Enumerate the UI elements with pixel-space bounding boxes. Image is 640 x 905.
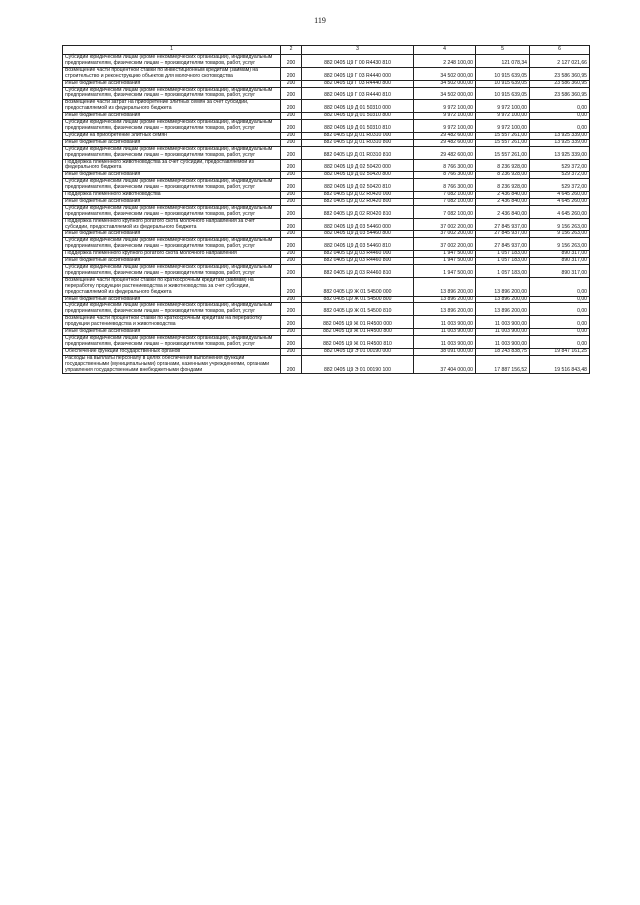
classification-code-cell: 882 0405 Ц9 Д 01 50310 810	[302, 120, 414, 133]
approved-amount-cell: 37 002 200,00	[414, 238, 476, 251]
remaining-amount-cell: 890 317,00	[530, 251, 590, 258]
executed-amount-cell: 17 887 156,52	[476, 355, 530, 374]
classification-code-cell: 882 0405 Ц9 Д 03 54460 800	[302, 231, 414, 238]
classification-code-cell: 882 0405 Ц9 Д 01 50310 000	[302, 100, 414, 113]
executed-amount-cell: 1 057 183,00	[476, 258, 530, 265]
description-cell: Поддержка племенного животноводства	[63, 192, 281, 199]
table-row	[63, 67, 590, 80]
classification-code-cell: 882 0405 Ц9 Д 03 54460 000	[302, 218, 414, 231]
code-cell: 200	[281, 335, 302, 348]
remaining-amount-cell: 0,00	[530, 277, 590, 296]
remaining-amount-cell: 9 156 263,00	[530, 231, 590, 238]
column-header-1: 1	[63, 46, 281, 55]
column-header-6: 6	[530, 46, 590, 55]
description-cell: Поддержка племенного крупного рогатого скота молочного направления	[63, 251, 281, 258]
table-row	[63, 205, 590, 218]
code-cell: 200	[281, 113, 302, 120]
approved-amount-cell: 34 502 000,00	[414, 87, 476, 100]
classification-code-cell: 882 0405 Ц9 Д 02 R0420 800	[302, 198, 414, 205]
classification-code-cell: 882 0405 Ц9 Г 00 R4430 810	[302, 55, 414, 68]
classification-code-cell: 882 0405 Ц9 Э 01 00190 100	[302, 355, 414, 374]
remaining-amount-cell: 529 372,00	[530, 172, 590, 179]
executed-amount-cell: 11 003 900,00	[476, 335, 530, 348]
code-cell: 200	[281, 67, 302, 80]
description-cell: Возмещение части процентной ставки по инвестиционным кредитам (займам) на строительство и реконструкцию объектов для молочного скотоводства	[63, 67, 281, 80]
remaining-amount-cell: 13 925 339,00	[530, 146, 590, 159]
remaining-amount-cell: 2 127 021,66	[530, 55, 590, 68]
description-cell: Субсидии юридическим лицам (кроме некоммерческих организаций), индивидуальным предпринимателям, физическим лицам – производителям товаров, работ, услуг	[63, 265, 281, 278]
executed-amount-cell: 13 896 200,00	[476, 296, 530, 303]
description-cell: Субсидии юридическим лицам (кроме некоммерческих организаций), индивидуальным предпринимателям, физическим лицам – производителям товаров, работ, услуг	[63, 335, 281, 348]
remaining-amount-cell: 890 317,00	[530, 265, 590, 278]
code-cell: 200	[281, 238, 302, 251]
remaining-amount-cell: 4 645 260,00	[530, 205, 590, 218]
code-cell: 200	[281, 348, 302, 355]
executed-amount-cell: 27 845 937,00	[476, 218, 530, 231]
description-cell: Обеспечение функций государственных органов	[63, 348, 281, 355]
description-cell: Субсидии юридическим лицам (кроме некоммерческих организаций), индивидуальным предпринимателям, физическим лицам – производителям товаров, работ, услуг	[63, 179, 281, 192]
classification-code-cell: 882 0405 Ц9 Г 03 R4440 800	[302, 80, 414, 87]
classification-code-cell: 882 0405 Ц9 Ж 01 54500 000	[302, 277, 414, 296]
approved-amount-cell: 7 082 100,00	[414, 205, 476, 218]
approved-amount-cell: 7 082 100,00	[414, 192, 476, 199]
description-cell: Субсидии юридическим лицам (кроме некоммерческих организаций), индивидуальным предпринимателям, физическим лицам – производителям товаров, работ, услуг	[63, 146, 281, 159]
column-header-2: 2	[281, 46, 302, 55]
code-cell: 200	[281, 179, 302, 192]
table-row	[63, 146, 590, 159]
column-header-3: 3	[302, 46, 414, 55]
classification-code-cell: 882 0405 Ц9 Ж 01 R4500 800	[302, 329, 414, 336]
description-cell: Поддержка племенного животноводства за счет субсидии, предоставляемой из федерального бюджета	[63, 159, 281, 172]
remaining-amount-cell: 23 586 360,95	[530, 67, 590, 80]
description-cell: Субсидии юридическим лицам (кроме некоммерческих организаций), индивидуальным предпринимателям, физическим лицам – производителям товаров, работ, услуг	[63, 55, 281, 68]
description-cell: Иные бюджетные ассигнования	[63, 329, 281, 336]
executed-amount-cell: 8 236 928,00	[476, 159, 530, 172]
approved-amount-cell: 37 002 200,00	[414, 218, 476, 231]
description-cell: Иные бюджетные ассигнования	[63, 80, 281, 87]
code-cell: 200	[281, 100, 302, 113]
remaining-amount-cell: 4 645 260,00	[530, 198, 590, 205]
classification-code-cell: 882 0405 Ц9 Д 02 R0420 000	[302, 192, 414, 199]
approved-amount-cell: 34 502 000,00	[414, 67, 476, 80]
classification-code-cell: 882 0405 Ц9 Д 02 50420 810	[302, 179, 414, 192]
code-cell: 200	[281, 172, 302, 179]
remaining-amount-cell: 0,00	[530, 120, 590, 133]
classification-code-cell: 882 0405 Ц9 Д 02 50420 000	[302, 159, 414, 172]
approved-amount-cell: 2 248 100,00	[414, 55, 476, 68]
approved-amount-cell: 1 947 500,00	[414, 251, 476, 258]
table-row	[63, 355, 590, 374]
executed-amount-cell: 15 557 261,00	[476, 146, 530, 159]
table-row	[63, 159, 590, 172]
approved-amount-cell: 37 002 200,00	[414, 231, 476, 238]
code-cell: 200	[281, 329, 302, 336]
approved-amount-cell: 11 003 900,00	[414, 329, 476, 336]
code-cell: 200	[281, 218, 302, 231]
description-cell: Субсидии на приобретение элитных семян	[63, 132, 281, 139]
classification-code-cell: 882 0405 Ц9 Д 03 R4460 800	[302, 258, 414, 265]
executed-amount-cell: 27 845 937,00	[476, 231, 530, 238]
description-cell: Иные бюджетные ассигнования	[63, 139, 281, 146]
code-cell: 200	[281, 80, 302, 87]
table-row	[63, 303, 590, 316]
code-cell: 200	[281, 159, 302, 172]
approved-amount-cell: 11 003 900,00	[414, 335, 476, 348]
classification-code-cell: 882 0405 Ц9 Г 03 R4440 810	[302, 87, 414, 100]
executed-amount-cell: 9 972 100,00	[476, 100, 530, 113]
approved-amount-cell: 9 972 100,00	[414, 100, 476, 113]
approved-amount-cell: 11 003 900,00	[414, 316, 476, 329]
classification-code-cell: 882 0405 Ц9 Д 01 R0310 800	[302, 139, 414, 146]
description-cell: Расходы на выплаты персоналу в целях обеспечения выполнения функций государственными (муниципальными) органами, казенными учреждениями, органами управления государственными внебюджетными фондами	[63, 355, 281, 374]
remaining-amount-cell: 0,00	[530, 316, 590, 329]
approved-amount-cell: 9 972 100,00	[414, 113, 476, 120]
code-cell: 200	[281, 205, 302, 218]
executed-amount-cell: 11 003 900,00	[476, 329, 530, 336]
description-cell: Субсидии юридическим лицам (кроме некоммерческих организаций), индивидуальным предпринимателям, физическим лицам – производителям товаров, работ, услуг	[63, 303, 281, 316]
column-header-4: 4	[414, 46, 476, 55]
approved-amount-cell: 8 766 300,00	[414, 179, 476, 192]
approved-amount-cell: 1 947 500,00	[414, 265, 476, 278]
remaining-amount-cell: 9 156 263,00	[530, 218, 590, 231]
table-row	[63, 120, 590, 133]
code-cell: 200	[281, 192, 302, 199]
approved-amount-cell: 13 896 200,00	[414, 303, 476, 316]
executed-amount-cell: 2 436 840,00	[476, 192, 530, 199]
code-cell: 200	[281, 55, 302, 68]
remaining-amount-cell: 19 847 161,25	[530, 348, 590, 355]
remaining-amount-cell: 0,00	[530, 100, 590, 113]
table-row	[63, 277, 590, 296]
remaining-amount-cell: 19 516 843,48	[530, 355, 590, 374]
classification-code-cell: 882 0405 Ц9 Д 03 R4460 000	[302, 251, 414, 258]
approved-amount-cell: 38 091 000,00	[414, 348, 476, 355]
table-row	[63, 218, 590, 231]
table-row	[63, 335, 590, 348]
classification-code-cell: 882 0405 Ц9 Ж 01 54500 800	[302, 296, 414, 303]
executed-amount-cell: 18 243 838,75	[476, 348, 530, 355]
classification-code-cell: 882 0405 Ц9 Д 02 R0420 810	[302, 205, 414, 218]
budget-table	[62, 45, 590, 374]
table-body	[63, 55, 590, 374]
description-cell: Иные бюджетные ассигнования	[63, 198, 281, 205]
code-cell: 200	[281, 198, 302, 205]
code-cell: 200	[281, 316, 302, 329]
approved-amount-cell: 7 082 100,00	[414, 198, 476, 205]
code-cell: 200	[281, 296, 302, 303]
executed-amount-cell: 8 236 928,00	[476, 172, 530, 179]
approved-amount-cell: 29 482 600,00	[414, 139, 476, 146]
executed-amount-cell: 1 057 183,00	[476, 251, 530, 258]
classification-code-cell: 882 0405 Ц9 Ж 01 R4500 000	[302, 316, 414, 329]
remaining-amount-cell: 0,00	[530, 303, 590, 316]
remaining-amount-cell: 0,00	[530, 335, 590, 348]
code-cell: 200	[281, 258, 302, 265]
approved-amount-cell: 29 482 600,00	[414, 132, 476, 139]
table-row	[63, 80, 590, 87]
approved-amount-cell: 9 972 100,00	[414, 120, 476, 133]
code-cell: 200	[281, 139, 302, 146]
description-cell: Иные бюджетные ассигнования	[63, 172, 281, 179]
table-row	[63, 55, 590, 68]
remaining-amount-cell: 4 645 260,00	[530, 192, 590, 199]
remaining-amount-cell: 0,00	[530, 329, 590, 336]
executed-amount-cell: 15 557 261,00	[476, 132, 530, 139]
classification-code-cell: 882 0405 Ц9 Ж 01 54500 810	[302, 303, 414, 316]
description-cell: Субсидии юридическим лицам (кроме некоммерческих организаций), индивидуальным предпринимателям, физическим лицам – производителям товаров, работ, услуг	[63, 87, 281, 100]
code-cell: 200	[281, 146, 302, 159]
description-cell: Субсидии юридическим лицам (кроме некоммерческих организаций), индивидуальным предпринимателям, физическим лицам – производителям товаров, работ, услуг	[63, 120, 281, 133]
description-cell: Возмещение части процентной ставки по краткосрочным кредитам на переработку продукции растениеводства и животноводства	[63, 316, 281, 329]
remaining-amount-cell: 13 925 339,00	[530, 139, 590, 146]
description-cell: Возмещение части процентной ставки по краткосрочным кредитам (займам) на переработку продукции растениеводства и животноводства за счет субсидии, предоставляемой из федерального бюджета	[63, 277, 281, 296]
column-header-5: 5	[476, 46, 530, 55]
description-cell: Субсидии юридическим лицам (кроме некоммерческих организаций), индивидуальным предпринимателям, физическим лицам – производителям товаров, работ, услуг	[63, 205, 281, 218]
code-cell: 200	[281, 355, 302, 374]
table-row	[63, 265, 590, 278]
code-cell: 200	[281, 87, 302, 100]
classification-code-cell: 882 0405 Ц9 Д 01 50310 800	[302, 113, 414, 120]
description-cell: Иные бюджетные ассигнования	[63, 113, 281, 120]
description-cell: Иные бюджетные ассигнования	[63, 258, 281, 265]
remaining-amount-cell: 0,00	[530, 296, 590, 303]
classification-code-cell: 882 0405 Ц9 Д 02 50420 800	[302, 172, 414, 179]
description-cell: Иные бюджетные ассигнования	[63, 296, 281, 303]
executed-amount-cell: 1 057 183,00	[476, 265, 530, 278]
executed-amount-cell: 9 972 100,00	[476, 113, 530, 120]
description-cell: Иные бюджетные ассигнования	[63, 231, 281, 238]
executed-amount-cell: 10 915 639,05	[476, 87, 530, 100]
remaining-amount-cell: 23 586 360,95	[530, 80, 590, 87]
executed-amount-cell: 121 078,34	[476, 55, 530, 68]
code-cell: 200	[281, 277, 302, 296]
table-row	[63, 87, 590, 100]
executed-amount-cell: 11 003 900,00	[476, 316, 530, 329]
remaining-amount-cell: 0,00	[530, 113, 590, 120]
approved-amount-cell: 34 502 000,00	[414, 80, 476, 87]
code-cell: 200	[281, 132, 302, 139]
approved-amount-cell: 1 947 500,00	[414, 258, 476, 265]
classification-code-cell: 882 0405 Ц9 Д 01 R0310 000	[302, 132, 414, 139]
classification-code-cell: 882 0405 Ц9 Г 03 R4440 000	[302, 67, 414, 80]
executed-amount-cell: 15 557 261,00	[476, 139, 530, 146]
code-cell: 200	[281, 120, 302, 133]
classification-code-cell: 882 0405 Ц9 Д 01 R0310 810	[302, 146, 414, 159]
approved-amount-cell: 13 896 200,00	[414, 277, 476, 296]
code-cell: 200	[281, 303, 302, 316]
approved-amount-cell: 29 482 600,00	[414, 146, 476, 159]
approved-amount-cell: 8 766 300,00	[414, 159, 476, 172]
table-row	[63, 100, 590, 113]
executed-amount-cell: 2 436 840,00	[476, 205, 530, 218]
executed-amount-cell: 13 896 200,00	[476, 277, 530, 296]
executed-amount-cell: 8 236 928,00	[476, 179, 530, 192]
code-cell: 200	[281, 251, 302, 258]
classification-code-cell: 882 0405 Ц9 Д 03 54460 810	[302, 238, 414, 251]
remaining-amount-cell: 529 372,00	[530, 159, 590, 172]
code-cell: 200	[281, 265, 302, 278]
remaining-amount-cell: 23 586 360,95	[530, 87, 590, 100]
remaining-amount-cell: 13 925 339,00	[530, 132, 590, 139]
executed-amount-cell: 27 845 937,00	[476, 238, 530, 251]
executed-amount-cell: 10 915 639,05	[476, 80, 530, 87]
classification-code-cell: 882 0405 Ц9 Э 01 00190 000	[302, 348, 414, 355]
table-row	[63, 316, 590, 329]
classification-code-cell: 882 0405 Ц9 Д 03 R4460 810	[302, 265, 414, 278]
remaining-amount-cell: 9 156 263,00	[530, 238, 590, 251]
approved-amount-cell: 37 404 000,00	[414, 355, 476, 374]
description-cell: Поддержка племенного крупного рогатого скота молочного направления за счет субсидии, предоставляемой из федерального бюджета	[63, 218, 281, 231]
executed-amount-cell: 2 436 840,00	[476, 198, 530, 205]
approved-amount-cell: 8 766 300,00	[414, 172, 476, 179]
table-row	[63, 179, 590, 192]
remaining-amount-cell: 890 317,00	[530, 258, 590, 265]
description-cell: Возмещение части затрат на приобретение элитных семян за счет субсидии, предоставляемой из федерального бюджета	[63, 100, 281, 113]
executed-amount-cell: 13 896 200,00	[476, 303, 530, 316]
classification-code-cell: 882 0405 Ц9 Ж 01 R4500 810	[302, 335, 414, 348]
approved-amount-cell: 13 896 200,00	[414, 296, 476, 303]
page-number: 119	[314, 16, 326, 25]
remaining-amount-cell: 529 372,00	[530, 179, 590, 192]
table-row	[63, 238, 590, 251]
executed-amount-cell: 9 972 100,00	[476, 120, 530, 133]
code-cell: 200	[281, 231, 302, 238]
description-cell: Субсидии юридическим лицам (кроме некоммерческих организаций), индивидуальным предпринимателям, физическим лицам – производителям товаров, работ, услуг	[63, 238, 281, 251]
executed-amount-cell: 10 915 639,05	[476, 67, 530, 80]
